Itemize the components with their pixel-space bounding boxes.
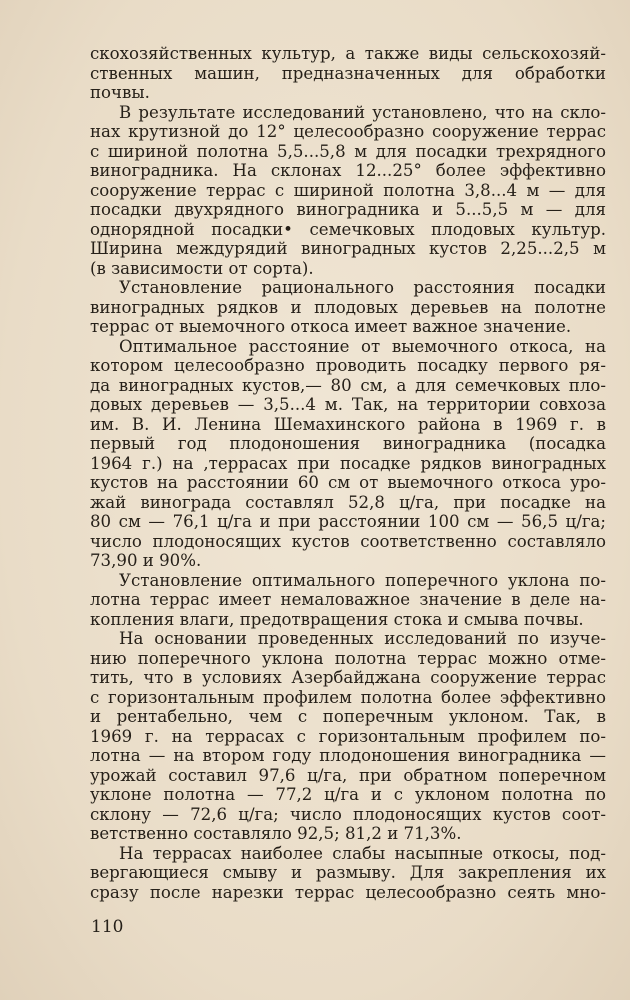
text-line: Оптимальное расстояние от выемочного откоса, на [119,336,606,356]
text-line: первый год плодоношения виноградника (посадка [90,434,606,453]
text-line: виноградника. На склонах 12...25° более эффективно [90,161,606,180]
text-line: число плодоносящих кустов соответственно составляло [90,531,606,551]
text-line: 1964 г.) на ,террасах при посадке рядков виноградных [90,453,606,473]
text-line: уклоне полотна — 77,2 ц/га и с уклоном полотна по [90,785,606,804]
text-line: им. В. И. Ленина Шемахинского района в 1969 г. в [90,414,606,434]
text-line: довых деревьев — 3,5...4 м. Так, на территории совхоза [90,395,606,414]
text-line: ветственно составляло 92,5; 81,2 и 71,3%. [90,824,462,843]
text-line: 80 см — 76,1 ц/га и при расстоянии 100 см — 56,5 ц/га; [90,512,606,531]
text-line: ственных машин, предназначенных для обработки [90,63,606,83]
text-line: с шириной полотна 5,5...5,8 м для посадки трехрядного [90,141,606,161]
body-text [90,44,606,902]
text-line: Установление рационального расстояния посадки [119,278,606,297]
text-line: лотна террас имеет немаловажное значение в деле на- [90,590,606,609]
text-line: с горизонтальным профилем полотна более эффективно [90,687,606,707]
text-line: копления влаги, предотвращения стока и смыва почвы. [90,609,584,629]
text-line: В результате исследований установлено, что на скло- [119,102,606,122]
text-line: однорядной посадки• семечковых плодовых культур. [90,219,606,239]
text-line: виноградных рядков и плодовых деревьев на полотне [90,297,606,317]
text-line: Установление оптимального поперечного уклона по- [119,570,606,590]
text-line: почвы. [90,83,150,102]
text-line: да виноградных кустов,— 80 см, а для семечковых пло- [90,375,606,395]
text-line: жай винограда составлял 52,8 ц/га, при посадке на [90,492,606,512]
text-line: кустов на расстоянии 60 см от выемочного откоса уро- [90,473,606,492]
text-line: вергающиеся смыву и размыву. Для закрепления их [90,863,606,882]
text-line: (в зависимости от сорта). [90,258,314,278]
text-line: и рентабельно, чем с поперечным уклоном. Так, в [90,707,606,726]
text-line: Ширина междурядий виноградных кустов 2,25...2,5 м [90,239,606,258]
text-line: На основании проведенных исследований по изуче- [119,629,606,648]
text-line: котором целесообразно проводить посадку первого ря- [90,356,606,375]
text-line: 73,90 и 90%. [90,551,202,570]
text-line: посадки двухрядного виноградника и 5...5,5 м — для [90,200,606,219]
text-line: скохозяйственных культур, а также виды сельскохозяй- [90,44,606,63]
text-line: террас от выемочного откоса имеет важное значение. [90,317,572,336]
text-line: склону — 72,6 ц/га; число плодоносящих кустов соот- [90,804,606,824]
text-line: нию поперечного уклона полотна террас можно отме- [90,648,606,668]
page-number: 110 [91,917,124,937]
text-line: тить, что в условиях Азербайджана сооружение террас [90,668,606,687]
text-line: На террасах наиболее слабы насыпные откосы, под- [119,843,606,863]
text-line: сооружение террас с шириной полотна 3,8...4 м — для [90,180,606,200]
text-line: лотна — на втором году плодоношения виноградника — [90,746,606,765]
text-line: нах крутизной до 12° целесообразно сооружение террас [90,122,606,141]
text-line: сразу после нарезки террас целесообразно сеять мно- [90,882,606,902]
text-line: урожай составил 97,6 ц/га, при обратном поперечном [90,765,606,785]
text-line: 1969 г. на террасах с горизонтальным профилем по- [90,726,606,746]
